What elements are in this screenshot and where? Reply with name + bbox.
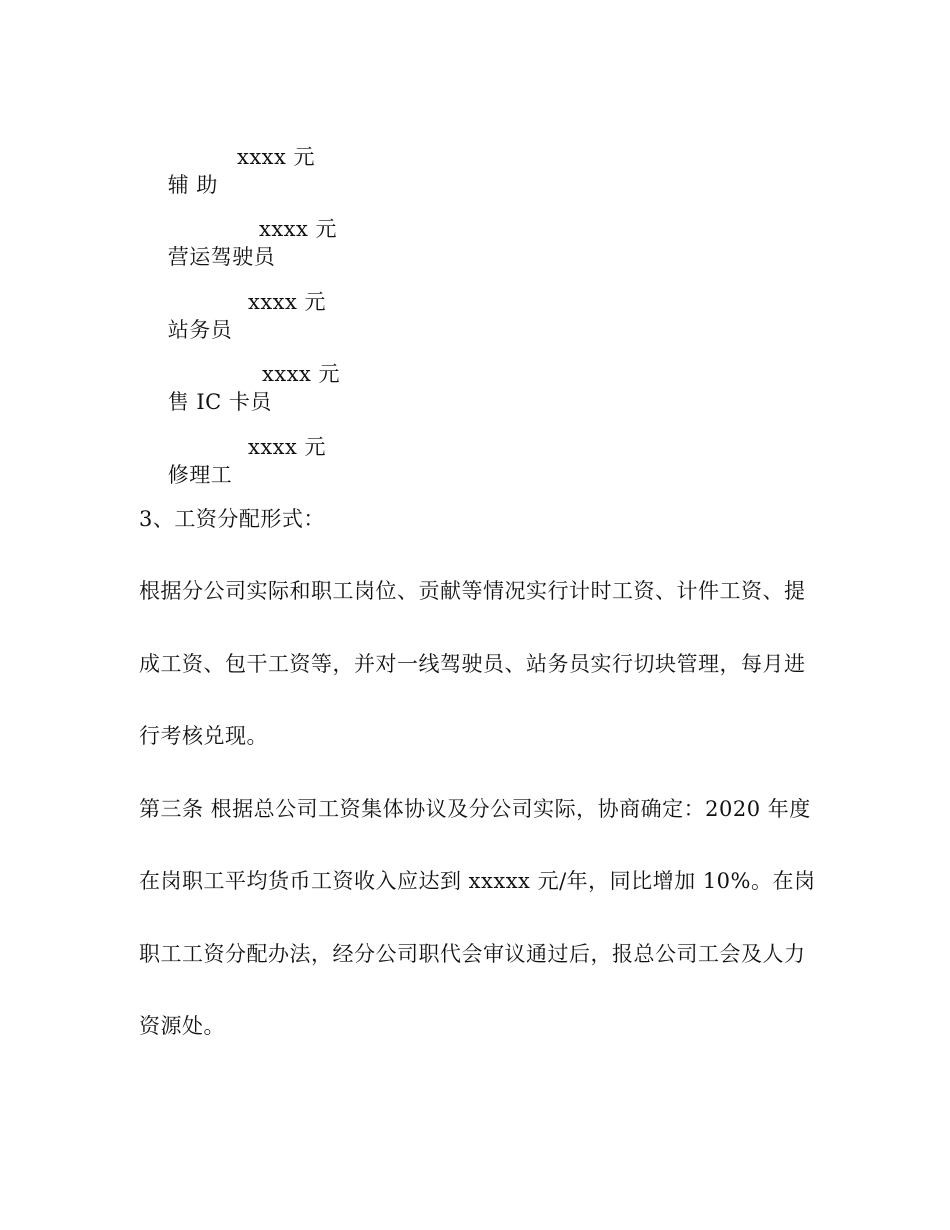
- paragraph-line: 行考核兑现。: [139, 724, 268, 748]
- article-line: 职工工资分配办法，经分公司职代会审议通过后，报总公司工会及人力: [139, 942, 806, 966]
- pay-row-amount: xxxx 元: [259, 217, 338, 241]
- pay-row-position: 站务员: [167, 318, 233, 342]
- pay-row-position: 营运驾驶员: [167, 245, 276, 269]
- pay-row-amount: xxxx 元: [248, 290, 327, 314]
- pay-row-position: 售 IC 卡员: [167, 390, 272, 414]
- pay-row-amount: xxxx 元: [237, 145, 316, 169]
- article-line: 第三条 根据总公司工资集体协议及分公司实际，协商确定：2020 年度: [139, 797, 811, 821]
- section-heading: 3、工资分配形式：: [139, 507, 325, 531]
- pay-row-amount: xxxx 元: [262, 362, 341, 386]
- pay-row-position: 辅 助: [167, 173, 218, 197]
- article-line: 资源处。: [139, 1014, 225, 1038]
- pay-row-amount: xxxx 元: [248, 435, 327, 459]
- article-line: 在岗职工平均货币工资收入应达到 xxxxx 元/年，同比增加 10%。在岗: [139, 869, 816, 893]
- paragraph-line: 成工资、包干工资等，并对一线驾驶员、站务员实行切块管理，每月进: [139, 652, 806, 676]
- paragraph-line: 根据分公司实际和职工岗位、贡献等情况实行计时工资、计件工资、提: [139, 579, 806, 603]
- pay-row-position: 修理工: [167, 463, 233, 487]
